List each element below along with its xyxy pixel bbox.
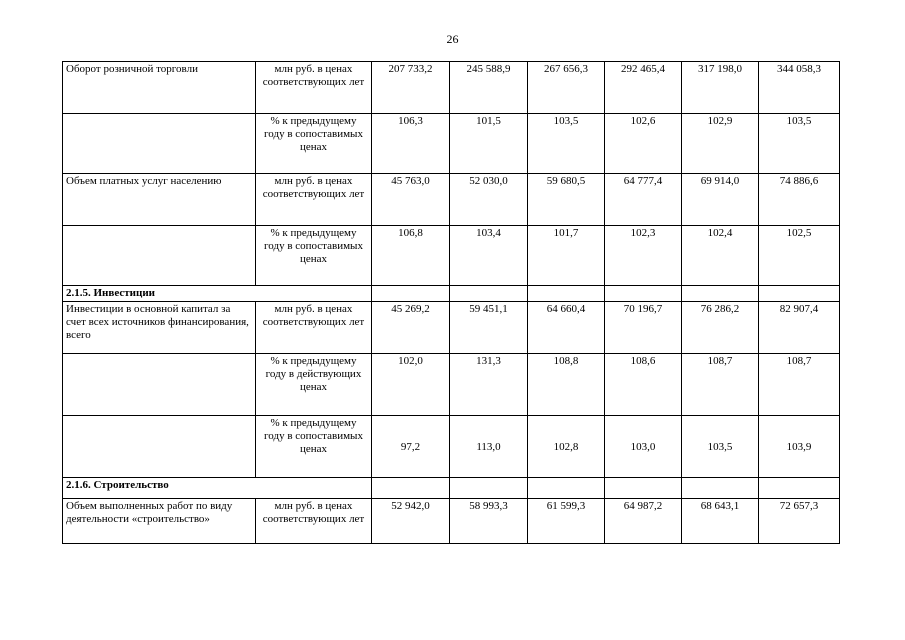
value-cell: 102,6 — [605, 114, 682, 174]
table-row — [63, 416, 840, 478]
value-cell: 102,4 — [682, 226, 759, 286]
value-cell: 292 465,4 — [605, 62, 682, 114]
value-cell: 64 660,4 — [528, 302, 605, 354]
value-cell: 61 599,3 — [528, 499, 605, 544]
value-cell: 102,8 — [528, 416, 605, 478]
value-cell: 106,8 — [372, 226, 450, 286]
empty-cell — [372, 478, 450, 499]
value-cell: 76 286,2 — [682, 302, 759, 354]
value-cell: 74 886,6 — [759, 174, 840, 226]
value-cell: 72 657,3 — [759, 499, 840, 544]
indicator-name — [63, 114, 256, 174]
value-cell: 82 907,4 — [759, 302, 840, 354]
value-cell: 103,5 — [759, 114, 840, 174]
value-cell: 108,6 — [605, 354, 682, 416]
empty-cell — [372, 286, 450, 302]
indicator-name: Объем платных услуг населению — [63, 174, 256, 226]
table-row — [63, 302, 840, 354]
empty-cell — [450, 286, 528, 302]
indicator-name: Инвестиции в основной капитал за счет всех источников финансирования, всего — [63, 302, 256, 354]
value-cell: 59 451,1 — [450, 302, 528, 354]
value-cell: 108,7 — [682, 354, 759, 416]
value-cell: 45 763,0 — [372, 174, 450, 226]
value-cell: 102,9 — [682, 114, 759, 174]
table-row — [63, 226, 840, 286]
value-cell: 113,0 — [450, 416, 528, 478]
table-row — [63, 174, 840, 226]
value-cell: 102,5 — [759, 226, 840, 286]
value-cell: 69 914,0 — [682, 174, 759, 226]
value-cell: 108,8 — [528, 354, 605, 416]
value-cell: 103,0 — [605, 416, 682, 478]
section-row — [63, 286, 840, 302]
value-cell: 108,7 — [759, 354, 840, 416]
value-cell: 59 680,5 — [528, 174, 605, 226]
value-cell: 103,9 — [759, 416, 840, 478]
empty-cell — [605, 286, 682, 302]
value-cell: 45 269,2 — [372, 302, 450, 354]
empty-cell — [528, 478, 605, 499]
unit-cell: % к предыдущему году в сопоставимых ценах — [256, 416, 372, 478]
unit-cell: % к предыдущему году в сопоставимых ценах — [256, 114, 372, 174]
value-cell: 97,2 — [372, 416, 450, 478]
value-cell: 103,5 — [528, 114, 605, 174]
table-row — [63, 114, 840, 174]
value-cell: 64 987,2 — [605, 499, 682, 544]
empty-cell — [759, 478, 840, 499]
table-row — [63, 62, 840, 114]
indicator-name: Оборот розничной торговли — [63, 62, 256, 114]
statistics-table — [62, 61, 840, 544]
indicator-name — [63, 226, 256, 286]
empty-cell — [682, 286, 759, 302]
empty-cell — [682, 478, 759, 499]
value-cell: 207 733,2 — [372, 62, 450, 114]
value-cell: 102,0 — [372, 354, 450, 416]
value-cell: 102,3 — [605, 226, 682, 286]
unit-cell: % к предыдущему году в сопоставимых ценах — [256, 226, 372, 286]
value-cell: 52 942,0 — [372, 499, 450, 544]
section-row — [63, 478, 840, 499]
value-cell: 101,7 — [528, 226, 605, 286]
unit-cell: млн руб. в ценах соответствующих лет — [256, 174, 372, 226]
unit-cell: млн руб. в ценах соответствующих лет — [256, 499, 372, 544]
value-cell: 267 656,3 — [528, 62, 605, 114]
table-row — [63, 354, 840, 416]
unit-cell: % к предыдущему году в действующих ценах — [256, 354, 372, 416]
unit-cell: млн руб. в ценах соответствующих лет — [256, 302, 372, 354]
empty-cell — [528, 286, 605, 302]
value-cell: 52 030,0 — [450, 174, 528, 226]
value-cell: 103,4 — [450, 226, 528, 286]
value-cell: 103,5 — [682, 416, 759, 478]
indicator-name — [63, 354, 256, 416]
empty-cell — [450, 478, 528, 499]
value-cell: 245 588,9 — [450, 62, 528, 114]
value-cell: 317 198,0 — [682, 62, 759, 114]
value-cell: 131,3 — [450, 354, 528, 416]
indicator-name: Объем выполненных работ по виду деятельности «строительство» — [63, 499, 256, 544]
value-cell: 58 993,3 — [450, 499, 528, 544]
value-cell: 101,5 — [450, 114, 528, 174]
empty-cell — [759, 286, 840, 302]
value-cell: 70 196,7 — [605, 302, 682, 354]
indicator-name — [63, 416, 256, 478]
table-row — [63, 499, 840, 544]
unit-cell: млн руб. в ценах соответствующих лет — [256, 62, 372, 114]
empty-cell — [605, 478, 682, 499]
section-heading: 2.1.5. Инвестиции — [63, 286, 372, 302]
page-number: 26 — [446, 32, 459, 46]
value-cell: 106,3 — [372, 114, 450, 174]
value-cell: 344 058,3 — [759, 62, 840, 114]
value-cell: 68 643,1 — [682, 499, 759, 544]
section-heading: 2.1.6. Строительство — [63, 478, 372, 499]
value-cell: 64 777,4 — [605, 174, 682, 226]
